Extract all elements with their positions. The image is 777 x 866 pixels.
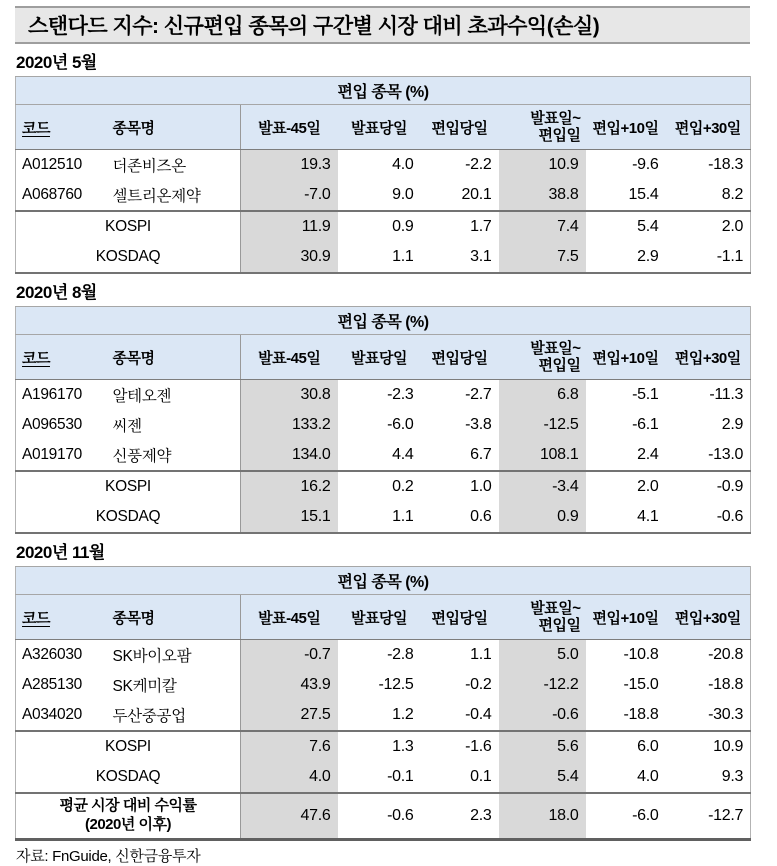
cell-stock-name: SK바이오팜 bbox=[111, 640, 241, 671]
cell-value: 4.0 bbox=[637, 768, 659, 785]
cell-value: 18.0 bbox=[499, 793, 586, 840]
col-header-code bbox=[16, 335, 111, 380]
cell-value: 0.1 bbox=[470, 768, 492, 785]
cell-value: 1.1 bbox=[470, 646, 492, 663]
col-header-announce-day: 발표당일 bbox=[338, 105, 421, 150]
cell-value: 30.9 bbox=[241, 242, 338, 273]
cell-stock-name: 씨젠 bbox=[111, 410, 241, 440]
cell-value: 6.7 bbox=[470, 446, 492, 463]
col-header-announce-day: 발표당일 bbox=[338, 335, 421, 380]
cell-benchmark-name: KOSPI bbox=[16, 471, 241, 502]
cell-value: 7.5 bbox=[499, 242, 586, 273]
col-header-announce-minus-45d: 발표-45일 bbox=[241, 595, 338, 640]
cell-value: 4.4 bbox=[392, 446, 414, 463]
cell-value: 4.1 bbox=[637, 508, 659, 525]
group-header-row bbox=[16, 307, 751, 335]
cell-value: 11.9 bbox=[241, 211, 338, 242]
group-header-row bbox=[16, 567, 751, 595]
cell-value: 3.1 bbox=[470, 248, 492, 265]
cell-benchmark-name: KOSDAQ bbox=[16, 762, 241, 793]
group-header-row bbox=[16, 77, 751, 105]
section-label-2020-11: 2020년 11월 bbox=[16, 543, 105, 562]
cell-value: 5.6 bbox=[499, 731, 586, 762]
cell-stock-code: A326030 bbox=[22, 646, 82, 663]
cell-stock-name: 두산중공업 bbox=[111, 700, 241, 731]
cell-value: 16.2 bbox=[241, 471, 338, 502]
cell-value: -12.5 bbox=[378, 676, 414, 693]
cell-value: -0.6 bbox=[499, 700, 586, 731]
col-header-announce-to-inclusion bbox=[499, 105, 586, 150]
benchmark-row-kosdaq bbox=[16, 762, 751, 793]
cell-value: -3.8 bbox=[465, 416, 492, 433]
cell-value: -2.3 bbox=[387, 386, 414, 403]
col-header-inclusion-day: 편입당일 bbox=[421, 595, 499, 640]
header-line-2: 편입일 bbox=[538, 127, 581, 144]
summary-label-line-2: (2020년 이후) bbox=[85, 816, 171, 833]
cell-value: -1.6 bbox=[421, 731, 499, 762]
cell-benchmark-name: KOSDAQ bbox=[16, 242, 241, 273]
cell-stock-name: SK케미칼 bbox=[111, 670, 241, 700]
cell-value: 6.8 bbox=[499, 380, 586, 411]
col-header-inclusion-day: 편입당일 bbox=[421, 105, 499, 150]
cell-value: -6.0 bbox=[387, 416, 414, 433]
cell-value: 1.0 bbox=[421, 471, 499, 502]
col-header-announce-minus-45d: 발표-45일 bbox=[241, 105, 338, 150]
section-label-2020-08: 2020년 8월 bbox=[16, 283, 97, 302]
cell-value: -5.1 bbox=[632, 386, 659, 403]
cell-benchmark-name: KOSPI bbox=[16, 211, 241, 242]
cell-value: 2.0 bbox=[586, 471, 666, 502]
code-header-label: 코드 bbox=[22, 609, 50, 627]
cell-value: 5.4 bbox=[499, 762, 586, 793]
cell-value: -0.6 bbox=[338, 793, 421, 840]
cell-stock-code: A019170 bbox=[22, 446, 82, 463]
cell-stock-code: A096530 bbox=[22, 416, 82, 433]
stock-row bbox=[16, 700, 751, 731]
cell-value: 20.1 bbox=[461, 186, 492, 203]
cell-value: 1.1 bbox=[392, 248, 414, 265]
cell-value: 5.4 bbox=[586, 211, 666, 242]
col-header-announce-day: 발표당일 bbox=[338, 595, 421, 640]
source-note: 자료: FnGuide, 신한금융투자 bbox=[16, 848, 201, 865]
benchmark-row-kosdaq bbox=[16, 502, 751, 533]
header-line-1: 발표일~ bbox=[530, 109, 581, 127]
cell-value: -30.3 bbox=[708, 706, 744, 723]
table-2020-08 bbox=[15, 306, 751, 534]
column-header-row bbox=[16, 105, 751, 150]
cell-value: 134.0 bbox=[241, 440, 338, 471]
cell-value: -9.6 bbox=[632, 156, 659, 173]
column-header-row bbox=[16, 595, 751, 640]
cell-stock-name: 신풍제약 bbox=[111, 440, 241, 471]
benchmark-row-kosdaq bbox=[16, 242, 751, 273]
cell-value: 0.2 bbox=[338, 471, 421, 502]
group-header-label: 편입 종목 (%) bbox=[16, 77, 751, 105]
summary-label-line-1: 평균 시장 대비 수익률 bbox=[59, 797, 197, 815]
cell-value: 1.1 bbox=[392, 508, 414, 525]
cell-value: 4.0 bbox=[392, 156, 414, 173]
cell-value: 27.5 bbox=[241, 700, 338, 731]
stock-row bbox=[16, 380, 751, 411]
col-header-announce-to-inclusion bbox=[499, 595, 586, 640]
cell-value: 4.0 bbox=[241, 762, 338, 793]
cell-stock-code: A012510 bbox=[22, 156, 82, 173]
header-line-2: 편입일 bbox=[538, 357, 581, 374]
stock-row bbox=[16, 150, 751, 181]
column-header-row bbox=[16, 335, 751, 380]
cell-value: 7.6 bbox=[241, 731, 338, 762]
cell-stock-name: 알테오젠 bbox=[111, 380, 241, 411]
benchmark-row-kospi bbox=[16, 471, 751, 502]
cell-value: -6.1 bbox=[632, 416, 659, 433]
cell-stock-name: 더존비즈온 bbox=[111, 150, 241, 181]
cell-value: 2.4 bbox=[637, 446, 659, 463]
cell-value: -1.1 bbox=[716, 248, 744, 265]
cell-value: 6.0 bbox=[586, 731, 666, 762]
cell-summary-label bbox=[16, 793, 241, 840]
col-header-name: 종목명 bbox=[111, 105, 241, 150]
cell-value: 38.8 bbox=[499, 180, 586, 211]
cell-value: -15.0 bbox=[623, 676, 659, 693]
col-header-inclusion-day: 편입당일 bbox=[421, 335, 499, 380]
stock-row bbox=[16, 180, 751, 211]
col-header-inclusion-plus-10d: 편입+10일 bbox=[586, 105, 666, 150]
cell-value: -10.8 bbox=[623, 646, 659, 663]
cell-value: 9.3 bbox=[721, 768, 744, 785]
cell-benchmark-name: KOSPI bbox=[16, 731, 241, 762]
cell-benchmark-name: KOSDAQ bbox=[16, 502, 241, 533]
summary-row bbox=[16, 793, 751, 840]
cell-value: -18.3 bbox=[708, 156, 744, 173]
cell-value: -2.8 bbox=[387, 646, 414, 663]
cell-value: 30.8 bbox=[241, 380, 338, 411]
cell-value: 1.2 bbox=[392, 706, 414, 723]
table-2020-11 bbox=[15, 566, 751, 841]
cell-value: -3.4 bbox=[499, 471, 586, 502]
cell-stock-code: A285130 bbox=[22, 676, 82, 693]
cell-value: -18.8 bbox=[708, 676, 744, 693]
cell-value: -2.2 bbox=[465, 156, 492, 173]
page-title: 스탠다드 지수: 신규편입 종목의 구간별 시장 대비 초과수익(손실) bbox=[28, 15, 600, 38]
stock-row bbox=[16, 440, 751, 471]
col-header-inclusion-plus-30d: 편입+30일 bbox=[666, 595, 751, 640]
cell-value: 8.2 bbox=[721, 186, 744, 203]
cell-value: 15.1 bbox=[241, 502, 338, 533]
cell-value: -0.4 bbox=[465, 706, 492, 723]
col-header-inclusion-plus-10d: 편입+10일 bbox=[586, 595, 666, 640]
cell-value: -0.6 bbox=[716, 508, 744, 525]
cell-value: -6.0 bbox=[586, 793, 666, 840]
cell-value: 0.6 bbox=[470, 508, 492, 525]
group-header-label: 편입 종목 (%) bbox=[16, 307, 751, 335]
stock-row bbox=[16, 670, 751, 700]
cell-value: 15.4 bbox=[628, 186, 659, 203]
col-header-inclusion-plus-30d: 편입+30일 bbox=[666, 335, 751, 380]
benchmark-row-kospi bbox=[16, 211, 751, 242]
cell-value: -0.9 bbox=[666, 471, 751, 502]
cell-value: 2.9 bbox=[637, 248, 659, 265]
cell-value: -11.3 bbox=[709, 386, 744, 403]
cell-value: 9.0 bbox=[392, 186, 414, 203]
cell-value: 43.9 bbox=[241, 670, 338, 700]
col-header-announce-to-inclusion bbox=[499, 335, 586, 380]
cell-value: 0.9 bbox=[338, 211, 421, 242]
cell-value: -12.2 bbox=[499, 670, 586, 700]
cell-value: 133.2 bbox=[241, 410, 338, 440]
cell-value: -2.7 bbox=[465, 386, 492, 403]
header-line-2: 편입일 bbox=[538, 617, 581, 634]
stock-row bbox=[16, 640, 751, 671]
stock-row bbox=[16, 410, 751, 440]
group-header-label: 편입 종목 (%) bbox=[16, 567, 751, 595]
cell-value: 1.7 bbox=[421, 211, 499, 242]
code-header-label: 코드 bbox=[22, 349, 50, 367]
header-line-1: 발표일~ bbox=[530, 599, 581, 617]
table-2020-05 bbox=[15, 76, 751, 274]
col-header-inclusion-plus-10d: 편입+10일 bbox=[586, 335, 666, 380]
cell-value: 47.6 bbox=[241, 793, 338, 840]
cell-value: -12.7 bbox=[666, 793, 751, 840]
cell-value: -12.5 bbox=[499, 410, 586, 440]
cell-value: -0.7 bbox=[241, 640, 338, 671]
benchmark-row-kospi bbox=[16, 731, 751, 762]
cell-value: 0.9 bbox=[499, 502, 586, 533]
cell-value: -0.2 bbox=[465, 676, 492, 693]
section-label-2020-05: 2020년 5월 bbox=[16, 53, 97, 72]
cell-value: 19.3 bbox=[241, 150, 338, 181]
cell-value: -18.8 bbox=[623, 706, 659, 723]
cell-value: -0.1 bbox=[387, 768, 414, 785]
cell-value: 5.0 bbox=[499, 640, 586, 671]
cell-value: 10.9 bbox=[499, 150, 586, 181]
cell-stock-name: 셀트리온제약 bbox=[111, 180, 241, 211]
cell-value: 108.1 bbox=[499, 440, 586, 471]
cell-stock-code: A068760 bbox=[22, 186, 82, 203]
cell-value: 2.9 bbox=[721, 416, 744, 433]
code-header-label: 코드 bbox=[22, 119, 50, 137]
cell-stock-code: A196170 bbox=[22, 386, 82, 403]
cell-value: -7.0 bbox=[241, 180, 338, 211]
cell-value: -20.8 bbox=[708, 646, 744, 663]
col-header-inclusion-plus-30d: 편입+30일 bbox=[666, 105, 751, 150]
header-line-1: 발표일~ bbox=[530, 339, 581, 357]
col-header-announce-minus-45d: 발표-45일 bbox=[241, 335, 338, 380]
cell-value: 7.4 bbox=[499, 211, 586, 242]
cell-value: 2.3 bbox=[421, 793, 499, 840]
cell-value: 1.3 bbox=[338, 731, 421, 762]
col-header-name: 종목명 bbox=[111, 335, 241, 380]
col-header-code bbox=[16, 595, 111, 640]
report-title-bar bbox=[15, 6, 750, 44]
cell-stock-code: A034020 bbox=[22, 706, 82, 723]
cell-value: 2.0 bbox=[666, 211, 751, 242]
cell-value: -13.0 bbox=[708, 446, 744, 463]
col-header-code bbox=[16, 105, 111, 150]
cell-value: 10.9 bbox=[666, 731, 751, 762]
col-header-name: 종목명 bbox=[111, 595, 241, 640]
